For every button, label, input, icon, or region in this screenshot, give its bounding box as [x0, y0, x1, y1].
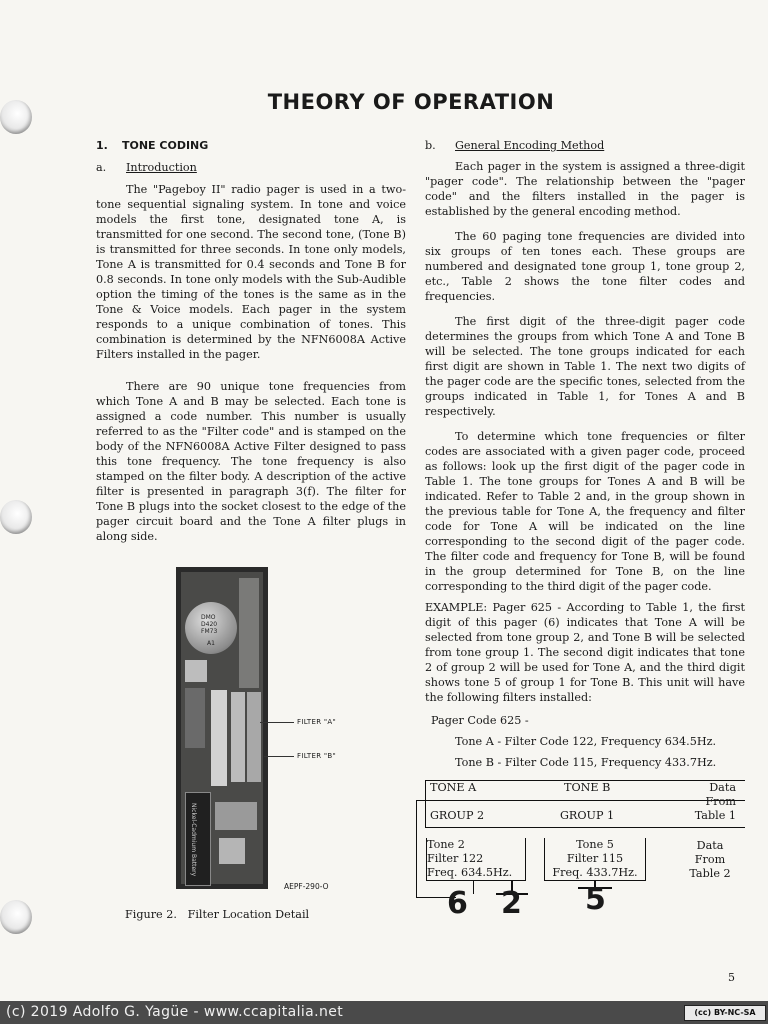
code-digit-2: 2: [501, 886, 522, 921]
intro-paragraph-2: There are 90 unique tone frequencies from which Tone A and B may be selected. Each tone is assigned a code number. This number is usually referred to as the "Filter code" and is stamped on the body of the NFN6008A Active Filter designed to pass this tone frequency. The tone frequency is also stamped on the filter body. A description of the active filter is presented in paragraph 3(f). The filter for Tone B plugs into the socket closest to the edge of the pager circuit board and the Tone A filter plugs in along side.: [96, 380, 406, 543]
tone-a-box-line: Filter 122: [427, 852, 484, 865]
page-title: THEORY OF OPERATION: [267, 90, 555, 114]
code-digit-1: 6: [447, 886, 468, 921]
battery: Nickel-Cadmium Battery: [185, 792, 211, 886]
intro-paragraph-1: The "Pageboy II" radio pager is used in a two-tone sequential signaling system. In tone and voice models the first tone, designated tone A, is transmitted for one second. The second tone, (Tone B) is transmitted for three seconds. In tone only models, Tone A is transmitted for 0.4 seconds and Tone B for 0.8 seconds. In tone only models with the Sub-Audible option the timing of the tones is the same as in the Tone & Voice models. Each pager in the system responds to a unique combination of tones. This combination is determined by the NFN6008A Active Filters installed in the pager.: [96, 183, 406, 361]
group-a-cell: GROUP 2: [430, 809, 485, 822]
punch-hole: [0, 900, 32, 934]
general-paragraph-4: To determine which tone frequencies or filter codes are associated with a given pager code, proceed as follows: look up the first digit of the pager code in Table 1. The tone groups for Tones A and B will be indicated. Refer to Table 2 and, in the group shown in the previous table for Tone A, the frequency and filter code for Tone A will be indicated on the line corresponding to the second digit of the pager code. The filter code and frequency for Tone B, will be found in the group determined for Tone B, on the line corresponding to the third digit of the pager code.: [425, 430, 745, 593]
right-column: [425, 138, 745, 770]
speaker-coin: DMO D420 FM73 A1: [185, 602, 237, 654]
tone-a-line: Tone A - Filter Code 122, Frequency 634.5Hz.: [455, 735, 717, 748]
general-heading: b. General Encoding Method: [425, 139, 605, 152]
coin-marking: DMO D420 FM73: [201, 614, 218, 635]
page-number: 5: [728, 971, 735, 984]
tone-a-box: [426, 838, 526, 881]
tone-b-box: [544, 838, 646, 881]
table1-note: Data From Table 1: [694, 781, 736, 822]
filter-b-body: [247, 692, 261, 782]
tone-b-line: Tone B - Filter Code 115, Frequency 433.7Hz.: [455, 756, 717, 769]
punch-hole: [0, 500, 32, 534]
filter-a-leader: [260, 722, 294, 723]
general-paragraph-3: The first digit of the three-digit pager code determines the groups from which Tone A and Tone B will be selected. The tone groups indicated for each first digit are shown in Table 1. The next two digits of the pager code are the specific tones, selected from the groups indicated in Table 1, for Tones A and B respectively.: [425, 315, 745, 418]
figure-code: AEPF-290-O: [284, 882, 329, 891]
general-paragraph-2: The 60 paging tone frequencies are divided into six groups of ten tones each. These groups are numbered and designated tone group 1, tone group 2, etc., Table 2 shows the tone filter codes and frequencies.: [425, 230, 745, 303]
filter-b-label: FILTER "B": [297, 752, 337, 760]
footer-bar: [0, 1001, 768, 1024]
filter-a-label: FILTER "A": [297, 718, 337, 726]
copyright-text: (c) 2019 Adolfo G. Yagüe - www.ccapitalia.net: [6, 1004, 344, 1020]
code-digit-3: 5: [585, 882, 606, 917]
table2-note: Data From Table 2: [689, 839, 731, 880]
intro-heading: a. Introduction: [96, 161, 197, 174]
pager-photo: [176, 567, 268, 889]
filter-a-body: [231, 692, 245, 782]
pager-code-line: Pager Code 625 -: [431, 714, 529, 727]
left-column: [96, 138, 406, 544]
example-paragraph: EXAMPLE: Pager 625 - According to Table 1, the first digit of this pager (6) indicates that Tone A will be selected from tone group 2, and Tone B will be selected from tone group 1. The second digit indicates that tone 2 of group 2 will be used for Tone A, and the third digit shows tone 5 of group 1 for Tone B. This unit will have the following filters installed:: [425, 601, 745, 704]
license-badge[interactable]: (cc) BY-NC-SA: [684, 1005, 766, 1021]
tone-a-box-line: Tone 2: [427, 838, 465, 851]
section-heading: 1. TONE CODING: [96, 139, 209, 152]
figure-caption: Figure 2. Filter Location Detail: [125, 908, 310, 921]
filter-b-leader: [264, 756, 294, 757]
tone-b-box-line: Freq. 433.7Hz.: [552, 866, 638, 879]
group-b-cell: GROUP 1: [560, 809, 615, 822]
tone-a-header: TONE A: [430, 781, 477, 794]
tone-b-box-line: Filter 115: [566, 852, 624, 865]
general-paragraph-1: Each pager in the system is assigned a three-digit "pager code". The relationship between the "pager code" and the filters installed in the pager is established by the general encoding method.: [425, 160, 745, 218]
tone-a-box-line: Freq. 634.5Hz.: [427, 866, 513, 879]
tone-b-box-line: Tone 5: [576, 838, 614, 851]
tone-b-header: TONE B: [564, 781, 611, 794]
